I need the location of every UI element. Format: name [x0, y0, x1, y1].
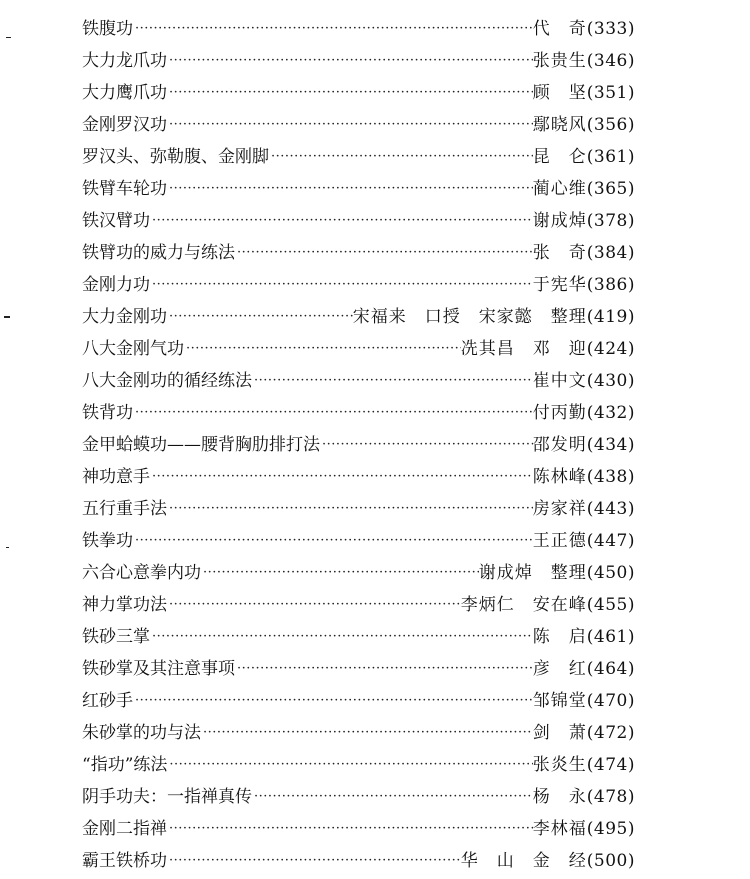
entry-author: 蔺心维 [532, 179, 587, 199]
toc-entry[interactable] [82, 589, 635, 621]
entry-page-number: (450) [586, 563, 635, 583]
entry-author: 谢成焯 整理 [478, 563, 587, 583]
dot-leader [167, 301, 353, 333]
dot-leader [167, 45, 533, 77]
entry-title: 金刚二指禅 [82, 813, 167, 845]
entry-author: 陈林峰 [532, 467, 587, 487]
toc-entry[interactable] [82, 557, 635, 589]
entry-page-number: (443) [586, 499, 635, 519]
entry-page-number: (346) [586, 51, 635, 71]
toc-entry[interactable] [82, 269, 635, 301]
entry-page-number: (455) [586, 595, 635, 615]
toc-entry[interactable] [82, 845, 635, 877]
toc-entry[interactable] [82, 749, 635, 781]
entry-author: 谢成焯 [532, 211, 587, 231]
entry-page-number: (474) [586, 755, 635, 775]
dot-leader [235, 653, 533, 685]
dot-leader [167, 813, 533, 845]
entry-author: 杨 永 [532, 787, 587, 807]
entry-page-number: (378) [586, 211, 635, 231]
entry-author: 张贵生 [532, 51, 587, 71]
entry-title: 铁臂车轮功 [82, 173, 167, 205]
toc-entry[interactable] [82, 461, 635, 493]
entry-author: 张炎生 [532, 755, 587, 775]
entry-title: 金刚罗汉功 [82, 109, 167, 141]
toc-entry[interactable] [82, 717, 635, 749]
toc-entry[interactable] [82, 525, 635, 557]
toc-entry[interactable] [82, 141, 635, 173]
entry-author: 陈 启 [532, 627, 587, 647]
entry-page-number: (461) [586, 627, 635, 647]
scan-mark [4, 316, 10, 318]
entry-page-number: (478) [586, 787, 635, 807]
dot-leader [320, 429, 533, 461]
dot-leader [150, 205, 533, 237]
entry-page-number: (419) [586, 307, 635, 327]
entry-page-number: (424) [586, 339, 635, 359]
entry-author: 顾 坚 [532, 83, 587, 103]
entry-page-number: (500) [586, 851, 635, 871]
dot-leader [252, 781, 533, 813]
toc-entry[interactable] [82, 653, 635, 685]
dot-leader [167, 845, 461, 877]
entry-page-number: (434) [586, 435, 635, 455]
entry-author: 宋福来 口授 宋家懿 整理 [352, 307, 587, 327]
entry-title: 八大金刚气功 [82, 333, 184, 365]
entry-author: 于宪华 [532, 275, 587, 295]
entry-title: 金刚力功 [82, 269, 150, 301]
entry-title: 阴手功夫：一指禅真传 [82, 781, 252, 813]
entry-title: 神力掌功法 [82, 589, 167, 621]
dot-leader [150, 621, 533, 653]
entry-author: 邵发明 [532, 435, 587, 455]
entry-title: 朱砂掌的功与法 [82, 717, 201, 749]
dot-leader [184, 333, 461, 365]
dot-leader [167, 173, 533, 205]
entry-title: 铁砂掌及其注意事项 [82, 653, 235, 685]
toc-entry[interactable] [82, 109, 635, 141]
dot-leader [167, 589, 461, 621]
entry-title: 五行重手法 [82, 493, 167, 525]
scan-mark [6, 547, 9, 548]
dot-leader [133, 397, 533, 429]
entry-author: 房家祥 [532, 499, 587, 519]
entry-title: 六合心意拳内功 [82, 557, 201, 589]
entry-title: 神功意手 [82, 461, 150, 493]
dot-leader [150, 269, 533, 301]
dot-leader [133, 525, 533, 557]
entry-page-number: (470) [586, 691, 635, 711]
entry-title: 铁汉臂功 [82, 205, 150, 237]
entry-title: 铁背功 [82, 397, 133, 429]
dot-leader [201, 717, 533, 749]
dot-leader [235, 237, 533, 269]
entry-title: 金甲蛤蟆功——腰背胸肋排打法 [82, 429, 320, 461]
entry-page-number: (430) [586, 371, 635, 391]
entry-title: 铁砂三掌 [82, 621, 150, 653]
toc-entry[interactable] [82, 301, 635, 333]
toc-entry[interactable] [82, 365, 635, 397]
entry-page-number: (495) [586, 819, 635, 839]
dot-leader [167, 749, 532, 781]
entry-page-number: (432) [586, 403, 635, 423]
entry-page-number: (361) [586, 147, 635, 167]
entry-page-number: (464) [586, 659, 635, 679]
entry-page-number: (365) [586, 179, 635, 199]
entry-author: 张 奇 [532, 243, 587, 263]
toc-entry[interactable] [82, 397, 635, 429]
dot-leader [167, 493, 533, 525]
toc-entry[interactable] [82, 77, 635, 109]
dot-leader [167, 77, 533, 109]
entry-title: 大力鹰爪功 [82, 77, 167, 109]
entry-author: 邹锦堂 [532, 691, 587, 711]
entry-page-number: (333) [586, 19, 635, 39]
entry-author: 彦 红 [532, 659, 587, 679]
entry-author: 昆 仑 [532, 147, 587, 167]
dot-leader [167, 109, 533, 141]
toc-entry[interactable] [82, 45, 635, 77]
entry-author: 李林福 [532, 819, 587, 839]
toc-entry[interactable] [82, 621, 635, 653]
toc-entry[interactable] [82, 685, 635, 717]
entry-title: 八大金刚功的循经练法 [82, 365, 252, 397]
entry-author: 代 奇 [532, 19, 587, 39]
entry-title: 霸王铁桥功 [82, 845, 167, 877]
entry-page-number: (438) [586, 467, 635, 487]
toc-entry[interactable] [82, 429, 635, 461]
toc-entry[interactable] [82, 333, 635, 365]
entry-author: 付丙勤 [532, 403, 587, 423]
table-of-contents [82, 13, 635, 877]
toc-entry[interactable] [82, 13, 635, 45]
entry-page-number: (447) [586, 531, 635, 551]
toc-entry[interactable] [82, 781, 635, 813]
entry-title: 红砂手 [82, 685, 133, 717]
entry-author: 崔中文 [532, 371, 587, 391]
entry-author: 李炳仁 安在峰 [460, 595, 587, 615]
toc-entry[interactable] [82, 205, 635, 237]
entry-title: 大力龙爪功 [82, 45, 167, 77]
entry-page-number: (351) [586, 83, 635, 103]
entry-author: 剑 萧 [532, 723, 587, 743]
entry-title: 铁拳功 [82, 525, 133, 557]
entry-page-number: (472) [586, 723, 635, 743]
entry-author: 华 山 金 经 [460, 851, 587, 871]
entry-author: 冼其昌 邓 迎 [460, 339, 587, 359]
dot-leader [133, 685, 533, 717]
entry-author: 王正德 [532, 531, 587, 551]
entry-title: “指功”练法 [82, 749, 167, 781]
toc-entry[interactable] [82, 493, 635, 525]
entry-title: 铁臂功的威力与练法 [82, 237, 235, 269]
scan-mark [6, 37, 11, 38]
toc-entry[interactable] [82, 813, 635, 845]
entry-page-number: (386) [586, 275, 635, 295]
entry-author: 鄢晓风 [532, 115, 587, 135]
entry-title: 大力金刚功 [82, 301, 167, 333]
toc-entry[interactable] [82, 173, 635, 205]
dot-leader [133, 13, 533, 45]
dot-leader [269, 141, 533, 173]
dot-leader [252, 365, 533, 397]
toc-entry[interactable] [82, 237, 635, 269]
entry-title: 罗汉头、弥勒腹、金刚脚 [82, 141, 269, 173]
dot-leader [201, 557, 479, 589]
entry-title: 铁腹功 [82, 13, 133, 45]
entry-page-number: (356) [586, 115, 635, 135]
entry-page-number: (384) [586, 243, 635, 263]
dot-leader [150, 461, 533, 493]
